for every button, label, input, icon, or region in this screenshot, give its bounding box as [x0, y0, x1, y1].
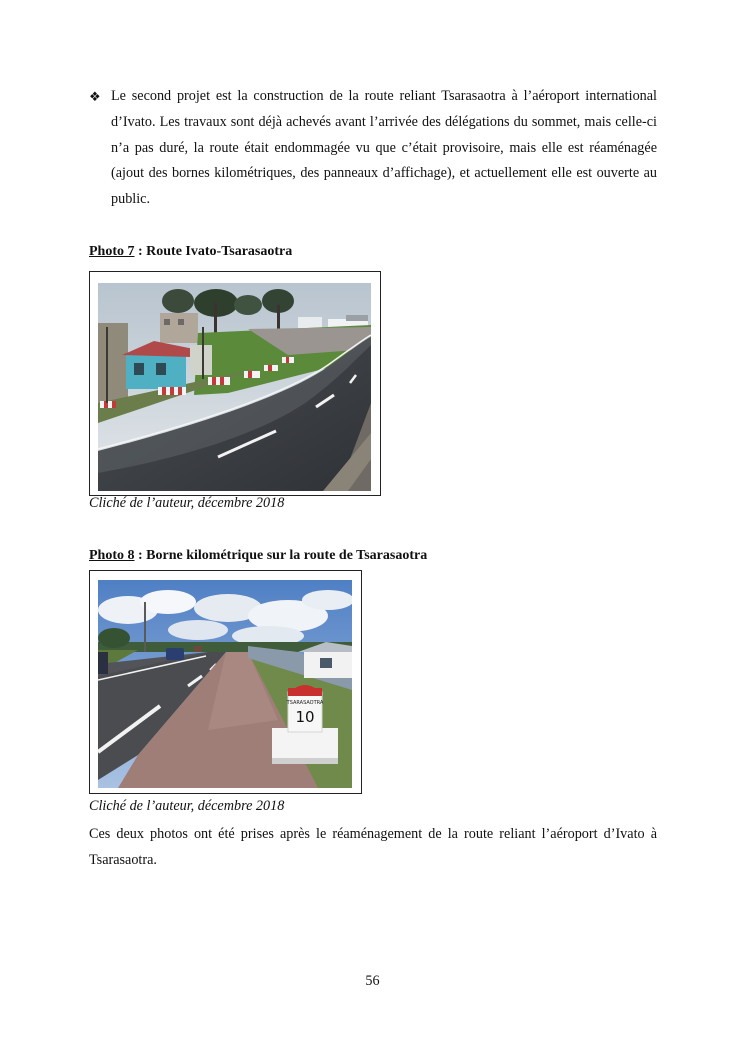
photo7-image	[98, 283, 371, 491]
photo7-title: : Route Ivato-Tsarasaotra	[134, 244, 293, 259]
photo8-label: Photo 8	[89, 548, 135, 563]
closing-paragraph: Ces deux photos ont été prises après le réaménagement de la route reliant l’aéroport d’Ivato à Tsarasaotra.	[89, 826, 657, 868]
page-number: 56	[365, 973, 380, 989]
photo7-caption: Cliché de l’auteur, décembre 2018	[89, 495, 285, 511]
marker-km-text: 10	[295, 708, 315, 726]
bullet-text: Le second projet est la construction de la route reliant Tsarasaotra à l’aéroport international d’Ivato. Les travaux sont déjà achevés avant l’arrivée des délégations du sommet, mais celle-ci n’a pas duré, la route était endommagée vu que c’était provisoire, mais elle est réaménagée (ajout des bornes kilométriques, des panneaux d’affichage), et actuellement elle est ouverte au public.	[111, 88, 657, 208]
photo7-heading	[89, 244, 292, 260]
photo7-label: Photo 7	[89, 244, 135, 259]
marker-place-text: TSARASAOTRA	[286, 700, 324, 706]
photo8-title: : Borne kilométrique sur la route de Tsarasaotra	[134, 548, 428, 563]
bullet-paragraph	[89, 84, 657, 213]
photo8-image	[98, 580, 352, 788]
photo8-caption: Cliché de l’auteur, décembre 2018	[89, 798, 285, 814]
photo8-heading	[89, 548, 427, 564]
diamond-bullet-icon: ❖	[89, 90, 101, 105]
